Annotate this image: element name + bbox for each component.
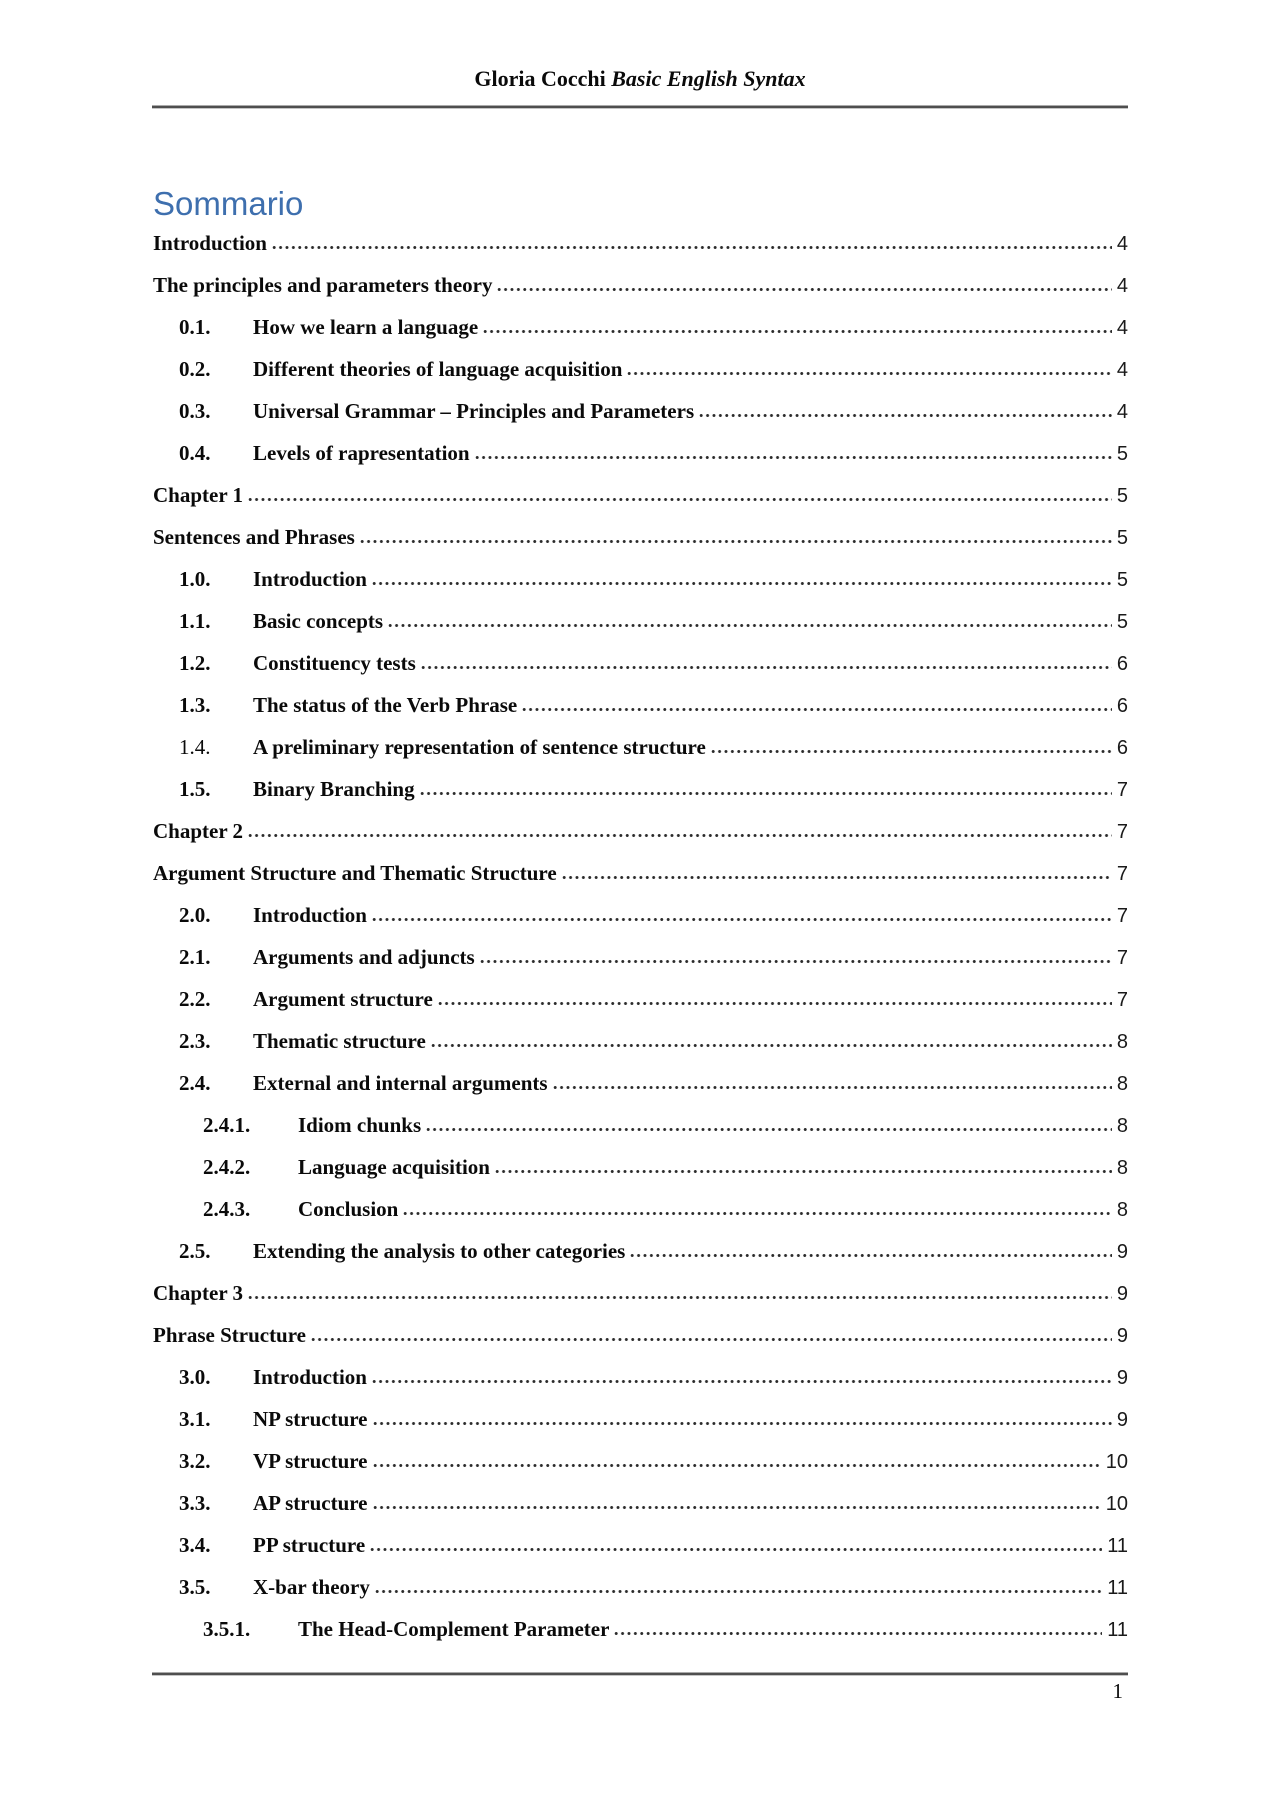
dot-leader: [371, 917, 1112, 922]
toc-entry-title: Arguments and adjuncts: [253, 945, 475, 969]
toc-entry[interactable]: [153, 264, 1128, 306]
toc-entry-page: 8: [1116, 1157, 1128, 1179]
toc-entry-title: NP structure: [253, 1407, 368, 1431]
toc-entry-page: 11: [1107, 1619, 1128, 1641]
toc-entry-page: 5: [1116, 485, 1128, 507]
toc-entry-number: 0.2.: [179, 357, 211, 381]
toc-entry[interactable]: [153, 1608, 1128, 1650]
dot-leader: [369, 1547, 1102, 1552]
toc-entry[interactable]: [153, 474, 1128, 516]
dot-leader: [247, 833, 1112, 838]
toc-entry-number: 2.4.1.: [203, 1113, 251, 1137]
toc-entry-page: 4: [1116, 317, 1128, 339]
toc-entry-title: X-bar theory: [253, 1575, 370, 1599]
dot-leader: [613, 1631, 1102, 1636]
toc-entry-page: 7: [1116, 821, 1128, 843]
dot-leader: [371, 1379, 1112, 1384]
toc-entry-page: 7: [1116, 779, 1128, 801]
toc-entry-number: 3.3.: [179, 1491, 211, 1515]
toc-entry[interactable]: [153, 306, 1128, 348]
toc-entry-page: 5: [1116, 569, 1128, 591]
toc-entry[interactable]: [153, 936, 1128, 978]
toc-entry-number: 0.3.: [179, 399, 211, 423]
toc-entry[interactable]: [153, 1272, 1128, 1314]
toc-entry[interactable]: [153, 390, 1128, 432]
header-book-title: Basic English Syntax: [611, 66, 806, 91]
dot-leader: [372, 1421, 1112, 1426]
toc-entry-title: PP structure: [253, 1533, 366, 1557]
toc-entry-page: 7: [1116, 905, 1128, 927]
dot-leader: [474, 455, 1112, 460]
toc-entry-page: 9: [1116, 1241, 1128, 1263]
dot-leader: [626, 371, 1111, 376]
dot-leader: [372, 1505, 1101, 1510]
toc-entry[interactable]: [153, 222, 1128, 264]
toc-entry[interactable]: [153, 1566, 1128, 1608]
toc-entry-number: 1.3.: [179, 693, 211, 717]
toc-entry-title: Conclusion: [298, 1197, 399, 1221]
toc-entry-number: 2.3.: [179, 1029, 211, 1053]
toc-entry-title: External and internal arguments: [253, 1071, 548, 1095]
toc-entry-title: Introduction: [253, 567, 367, 591]
toc-entry-number: 3.2.: [179, 1449, 211, 1473]
dot-leader: [247, 1295, 1112, 1300]
dot-leader: [479, 959, 1112, 964]
toc-entry[interactable]: [153, 768, 1128, 810]
toc-entry-title: Chapter 3: [153, 1281, 244, 1305]
dot-leader: [561, 875, 1112, 880]
toc-entry-title: Thematic structure: [253, 1029, 426, 1053]
toc-entry-title: Constituency tests: [253, 651, 416, 675]
dot-leader: [710, 749, 1112, 754]
toc-entry-page: 5: [1116, 527, 1128, 549]
toc-entry-page: 7: [1116, 863, 1128, 885]
toc-entry-page: 9: [1116, 1325, 1128, 1347]
dot-leader: [387, 623, 1112, 628]
toc-entry-number: 2.5.: [179, 1239, 211, 1263]
toc-entry-page: 10: [1105, 1493, 1128, 1515]
toc-entry-title: Different theories of language acquisition: [253, 357, 623, 381]
toc-entry-title: Binary Branching: [253, 777, 415, 801]
toc-entry-title: The status of the Verb Phrase: [253, 693, 518, 717]
toc-entry[interactable]: [153, 684, 1128, 726]
toc-entry-title: Argument structure: [253, 987, 433, 1011]
toc-entry-number: 0.4.: [179, 441, 211, 465]
running-header: [152, 66, 1128, 92]
toc-entry[interactable]: [153, 978, 1128, 1020]
toc-entry-number: 2.4.2.: [203, 1155, 251, 1179]
toc-entry-page: 6: [1116, 695, 1128, 717]
toc-entry-title: Argument Structure and Thematic Structure: [153, 861, 557, 885]
toc-entry-title: AP structure: [253, 1491, 368, 1515]
dot-leader: [359, 539, 1112, 544]
toc-entry[interactable]: [153, 1230, 1128, 1272]
dot-leader: [420, 665, 1112, 670]
dot-leader: [425, 1127, 1112, 1132]
toc-entry-title: Introduction: [253, 1365, 367, 1389]
toc-entry-title: Introduction: [253, 903, 367, 927]
dot-leader: [552, 1085, 1112, 1090]
toc-entry-page: 8: [1116, 1115, 1128, 1137]
toc-entry-title: A preliminary representation of sentence structure: [253, 735, 706, 759]
toc-entry-number: 3.5.1.: [203, 1617, 251, 1641]
dot-leader: [430, 1043, 1112, 1048]
toc-entry[interactable]: [153, 642, 1128, 684]
dot-leader: [419, 791, 1112, 796]
toc-entry-title: The principles and parameters theory: [153, 273, 493, 297]
dot-leader: [629, 1253, 1112, 1258]
toc-entry-title: Idiom chunks: [298, 1113, 422, 1137]
toc-entry-page: 9: [1116, 1367, 1128, 1389]
toc-entry-page: 7: [1116, 989, 1128, 1011]
toc-entry-page: 4: [1116, 359, 1128, 381]
toc-entry-number: 2.1.: [179, 945, 211, 969]
toc-entry-title: Extending the analysis to other categories: [253, 1239, 626, 1263]
toc-entry[interactable]: [153, 600, 1128, 642]
toc-entry-page: 11: [1107, 1577, 1128, 1599]
toc-entry-page: 10: [1105, 1451, 1128, 1473]
footer-rule: [152, 1672, 1128, 1676]
toc-entry-number: 1.1.: [179, 609, 211, 633]
dot-leader: [374, 1589, 1102, 1594]
toc-entry[interactable]: [153, 1356, 1128, 1398]
toc-entry-title: How we learn a language: [253, 315, 479, 339]
toc-entry-number: 2.0.: [179, 903, 211, 927]
toc-entry[interactable]: [153, 1524, 1128, 1566]
toc-entry[interactable]: [153, 726, 1128, 768]
toc-entry-page: 8: [1116, 1199, 1128, 1221]
toc-entry[interactable]: [153, 558, 1128, 600]
toc-entry-number: 2.2.: [179, 987, 211, 1011]
toc-entry-page: 4: [1116, 233, 1128, 255]
table-of-contents: [153, 222, 1128, 1650]
toc-entry-number: 1.5.: [179, 777, 211, 801]
toc-entry[interactable]: [153, 432, 1128, 474]
toc-entry[interactable]: [153, 516, 1128, 558]
toc-entry-title: Introduction: [153, 231, 267, 255]
toc-entry[interactable]: [153, 1020, 1128, 1062]
toc-entry[interactable]: [153, 1398, 1128, 1440]
toc-entry[interactable]: [153, 1314, 1128, 1356]
toc-entry-page: 8: [1116, 1073, 1128, 1095]
toc-entry-title: Phrase Structure: [153, 1323, 306, 1347]
dot-leader: [521, 707, 1112, 712]
header-author: Gloria Cocchi: [474, 66, 606, 91]
toc-entry-number: 1.2.: [179, 651, 211, 675]
toc-entry-page: 5: [1116, 443, 1128, 465]
toc-entry-page: 6: [1116, 737, 1128, 759]
toc-entry-page: 9: [1116, 1409, 1128, 1431]
toc-entry[interactable]: [153, 348, 1128, 390]
dot-leader: [698, 413, 1112, 418]
toc-entry-number: 3.0.: [179, 1365, 211, 1389]
toc-entry-title: Chapter 2: [153, 819, 244, 843]
toc-entry-page: 7: [1116, 947, 1128, 969]
dot-leader: [310, 1337, 1112, 1342]
toc-entry-number: 0.1.: [179, 315, 211, 339]
toc-entry-page: 5: [1116, 611, 1128, 633]
toc-entry[interactable]: [153, 894, 1128, 936]
page-number: 1: [1112, 1679, 1123, 1703]
toc-entry[interactable]: [153, 1104, 1128, 1146]
toc-entry-page: 8: [1116, 1031, 1128, 1053]
toc-entry-title: The Head-Complement Parameter: [298, 1617, 610, 1641]
toc-entry-title: Chapter 1: [153, 483, 244, 507]
toc-entry-number: 1.4.: [179, 735, 211, 759]
toc-heading: Sommario: [153, 185, 304, 222]
toc-entry[interactable]: [153, 1062, 1128, 1104]
dot-leader: [496, 287, 1111, 292]
toc-entry-number: 3.1.: [179, 1407, 211, 1431]
toc-entry[interactable]: [153, 1146, 1128, 1188]
toc-entry[interactable]: [153, 852, 1128, 894]
dot-leader: [494, 1169, 1112, 1174]
dot-leader: [247, 497, 1112, 502]
toc-entry-title: Universal Grammar – Principles and Parameters: [253, 399, 695, 423]
toc-entry-number: 2.4.: [179, 1071, 211, 1095]
toc-entry-title: Sentences and Phrases: [153, 525, 355, 549]
dot-leader: [371, 581, 1112, 586]
toc-entry-title: Levels of rapresentation: [253, 441, 470, 465]
toc-entry[interactable]: [153, 810, 1128, 852]
toc-entry-title: VP structure: [253, 1449, 368, 1473]
toc-entry-title: Basic concepts: [253, 609, 384, 633]
toc-entry-number: 3.4.: [179, 1533, 211, 1557]
dot-leader: [271, 245, 1112, 250]
toc-entry-page: 11: [1107, 1535, 1128, 1557]
toc-entry-page: 4: [1116, 275, 1128, 297]
header-rule: [152, 105, 1128, 109]
toc-entry-title: Language acquisition: [298, 1155, 490, 1179]
toc-entry[interactable]: [153, 1440, 1128, 1482]
toc-entry-page: 9: [1116, 1283, 1128, 1305]
dot-leader: [402, 1211, 1112, 1216]
toc-entry-page: 4: [1116, 401, 1128, 423]
toc-entry-number: 2.4.3.: [203, 1197, 251, 1221]
dot-leader: [482, 329, 1112, 334]
toc-entry-number: 1.0.: [179, 567, 211, 591]
toc-entry-page: 6: [1116, 653, 1128, 675]
toc-entry[interactable]: [153, 1188, 1128, 1230]
toc-entry[interactable]: [153, 1482, 1128, 1524]
toc-entry-number: 3.5.: [179, 1575, 211, 1599]
dot-leader: [372, 1463, 1101, 1468]
dot-leader: [437, 1001, 1112, 1006]
